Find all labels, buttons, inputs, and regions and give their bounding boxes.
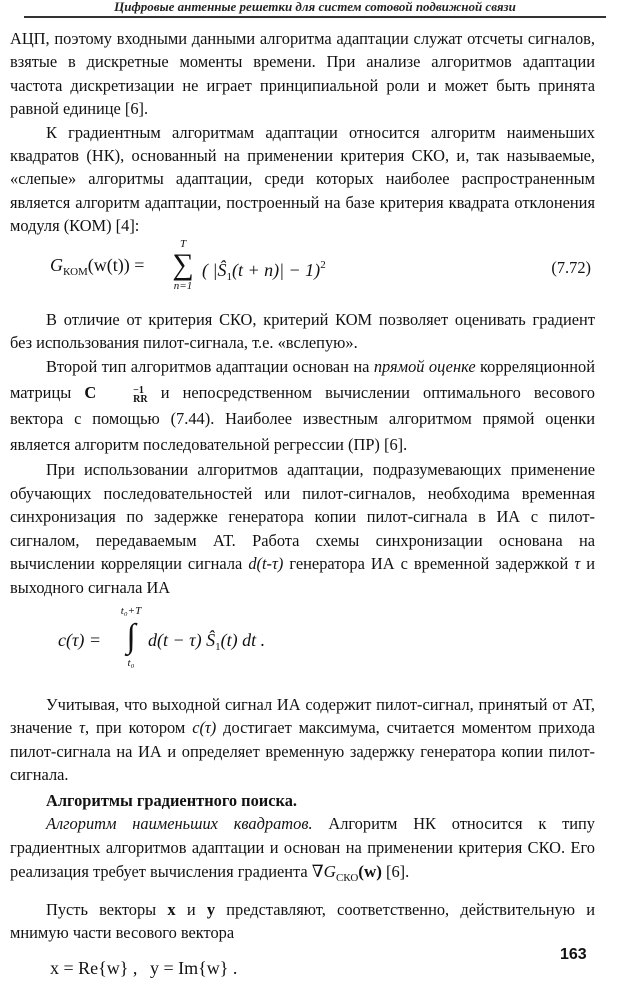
x-definition: x = Re{w} , bbox=[50, 957, 138, 978]
equation-7-72 bbox=[10, 238, 595, 308]
eq772-sum-bottom: n=1 bbox=[173, 279, 193, 292]
paragraph-8: Пусть векторы x и y представляют, соответственно, действительную и мнимую части весового вектора bbox=[10, 899, 595, 943]
equation-number: (7.72) bbox=[551, 257, 591, 277]
page-number: 163 bbox=[560, 946, 587, 963]
paragraph-7: Алгоритм наименьших квадратов. Алгоритм НК относится к типу градиентных алгоритмов адаптации и основан на применении критерия СКО. Его реализация требует вычисления градиента $\nabla G_{СКО}(w)$ [6]. bbox=[10, 813, 595, 884]
eq772-lhs-arg: (w(t)) = bbox=[87, 254, 145, 275]
eq772-power: 2 bbox=[320, 258, 326, 271]
matrix-symbol: C −1 RR bbox=[84, 383, 148, 406]
eq772-body-sub: 1 bbox=[226, 270, 232, 283]
integral-sign: ∫ bbox=[126, 617, 136, 655]
eq772-lhs: G bbox=[50, 254, 63, 275]
paragraph-2: К градиентным алгоритмам адаптации относится алгоритм наименьших квадратов (НК), основанный на применении критерия СКО, и, так называемые, «слепые» алгоритмы адаптации, среди которых наиболее распространенным является алгоритм адаптации, построенный на базе критерия квадрата отклонения модуля (КОМ) [4]: bbox=[10, 122, 595, 236]
running-title: Цифровые антенные решетки для систем сотовой подвижной связи bbox=[114, 0, 516, 14]
eq772-body-rest: (t + n)| − 1) bbox=[231, 259, 321, 280]
correlation-equation: c(τ) = t₀+T ∫ t₀ d(t − τ) $Ŝ_1(t)$ dt . bbox=[58, 604, 266, 669]
sum-sign: ∑ bbox=[172, 247, 194, 281]
paragraph-1: АЦП, поэтому входными данными алгоритма адаптации служат отсчеты сигналов, взятые в дискретные моменты времени. При анализе алгоритмов адаптации частота дискретизации не играет принципиальной роли и может быть принята равной единице [6]. bbox=[10, 29, 595, 119]
page-body bbox=[10, 27, 595, 991]
section-heading: Алгоритмы градиентного поиска. bbox=[46, 790, 298, 810]
corr-body-rest: (t) dt . bbox=[220, 629, 266, 650]
corr-lhs: c(τ) = bbox=[58, 629, 102, 650]
paragraph-4: Второй тип алгоритмов адаптации основан на прямой оценке корреляционной матрицы C −1 RR и непосредственном вычислении оптимального весового вектора с помощью (7.44). Наиболее известным алгоритмом прямой оценки является алгоритм последовательной регрессии (ПР) [6]. bbox=[10, 357, 595, 455]
paragraph-6: Учитывая, что выходной сигнал ИА содержит пилот-сигнал, принятый от АТ, значение τ, при котором c(τ) достигает максимума, считается моментом прихода пилот-сигнала на ИА и определяет временную задержку генератора копии пилот-сигнала. bbox=[10, 694, 595, 785]
eq772-sum-top: T bbox=[179, 237, 187, 250]
corr-int-bottom: t₀ bbox=[127, 656, 135, 669]
pilot-signal-symbol: d(t-τ) bbox=[248, 554, 284, 574]
running-header bbox=[0, 0, 630, 22]
paragraph-3: В отличие от критерия СКО, критерий КОМ позволяет оценивать градиент без использования пилот-сигнала, т.е. «вслепую». bbox=[10, 309, 595, 353]
eq772-lhs-sub: КОМ bbox=[63, 265, 88, 278]
corr-integral bbox=[114, 605, 148, 669]
lms-term: Алгоритм наименьших квадратов. bbox=[46, 813, 313, 833]
direct-estimate-term: прямой оценке bbox=[373, 357, 476, 377]
xy-equation bbox=[10, 951, 595, 991]
eq772-sum bbox=[168, 238, 198, 292]
header-rule bbox=[24, 16, 606, 18]
eq772-body: ( |Ŝ bbox=[202, 259, 227, 280]
paragraph-5: При использовании алгоритмов адаптации, подразумевающих применение обучающих последовательностей или пилот-сигналов, необходима временная синхронизация по задержке генератора копии пилот-сигнала в ИА с пилот-сигналом, передаваемым АТ. Работа схемы синхронизации основана на вычислении корреляции сигнала d(t-τ) генератора ИА с временной задержкой τ и выходного сигнала ИА bbox=[10, 460, 595, 597]
corr-body: d(t − τ) Ŝ bbox=[148, 629, 216, 650]
gradient-symbol: $\nabla G_{СКО}(w)$ bbox=[311, 861, 382, 884]
y-definition: y = Im{w} . bbox=[150, 957, 238, 978]
corr-int-top: t₀+T bbox=[120, 604, 142, 617]
